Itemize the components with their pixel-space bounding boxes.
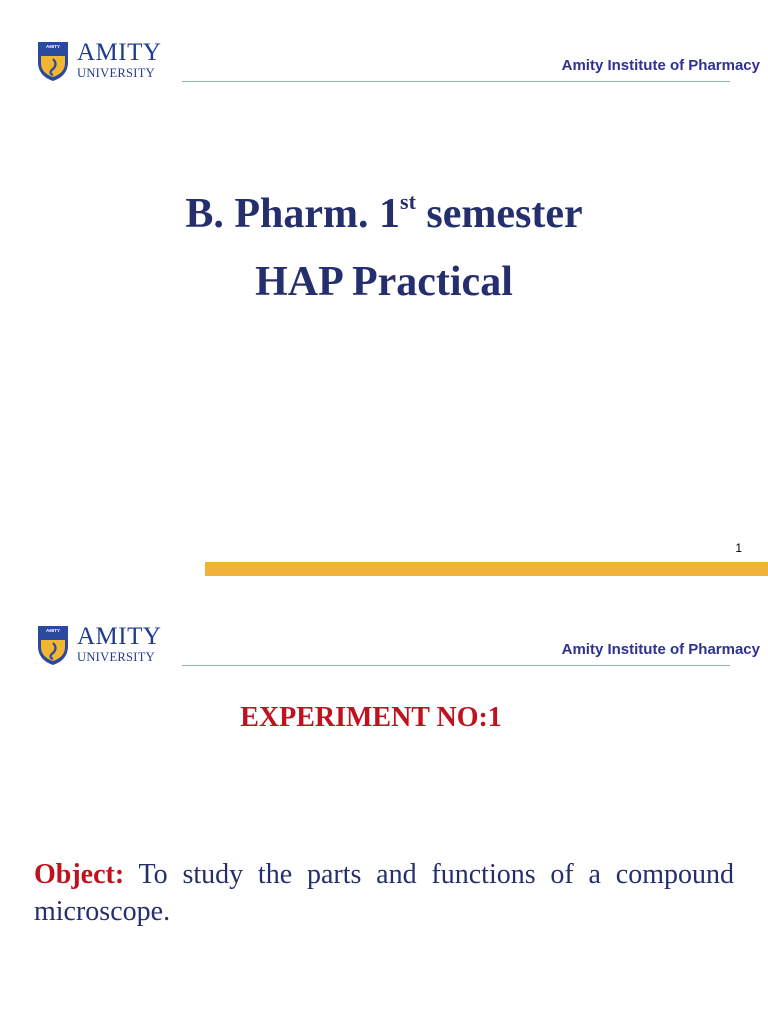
institute-name: Amity Institute of Pharmacy xyxy=(561,641,760,658)
institute-name: Amity Institute of Pharmacy xyxy=(561,57,760,74)
page-number: 1 xyxy=(735,541,742,555)
course-title-suffix: semester xyxy=(415,191,583,237)
amity-university-logo xyxy=(36,40,176,84)
amity-shield-icon xyxy=(36,624,70,666)
object-text: To study the parts and functions of a compound microscope. xyxy=(34,859,734,927)
slide-2 xyxy=(0,584,768,1024)
course-title xyxy=(0,190,768,238)
logo-subtitle: UNIVERSITY xyxy=(77,66,155,80)
amity-university-logo xyxy=(36,624,176,668)
experiment-title: EXPERIMENT NO:1 xyxy=(240,702,502,733)
course-title-superscript: st xyxy=(400,189,416,214)
footer-accent-bar xyxy=(205,562,768,576)
logo-subtitle: UNIVERSITY xyxy=(77,650,155,664)
amity-shield-icon xyxy=(36,40,70,82)
shield-lettering: AMITY xyxy=(46,44,60,49)
logo-wordmark: AMITY xyxy=(77,39,162,66)
logo-wordmark: AMITY xyxy=(77,623,162,650)
practical-title: HAP Practical xyxy=(255,259,513,305)
header-divider xyxy=(182,81,730,82)
object-paragraph xyxy=(34,856,734,930)
course-title-prefix: B. Pharm. 1 xyxy=(185,191,401,237)
header-divider xyxy=(182,665,730,666)
shield-lettering: AMITY xyxy=(46,628,60,633)
object-label: Object: xyxy=(34,859,125,890)
